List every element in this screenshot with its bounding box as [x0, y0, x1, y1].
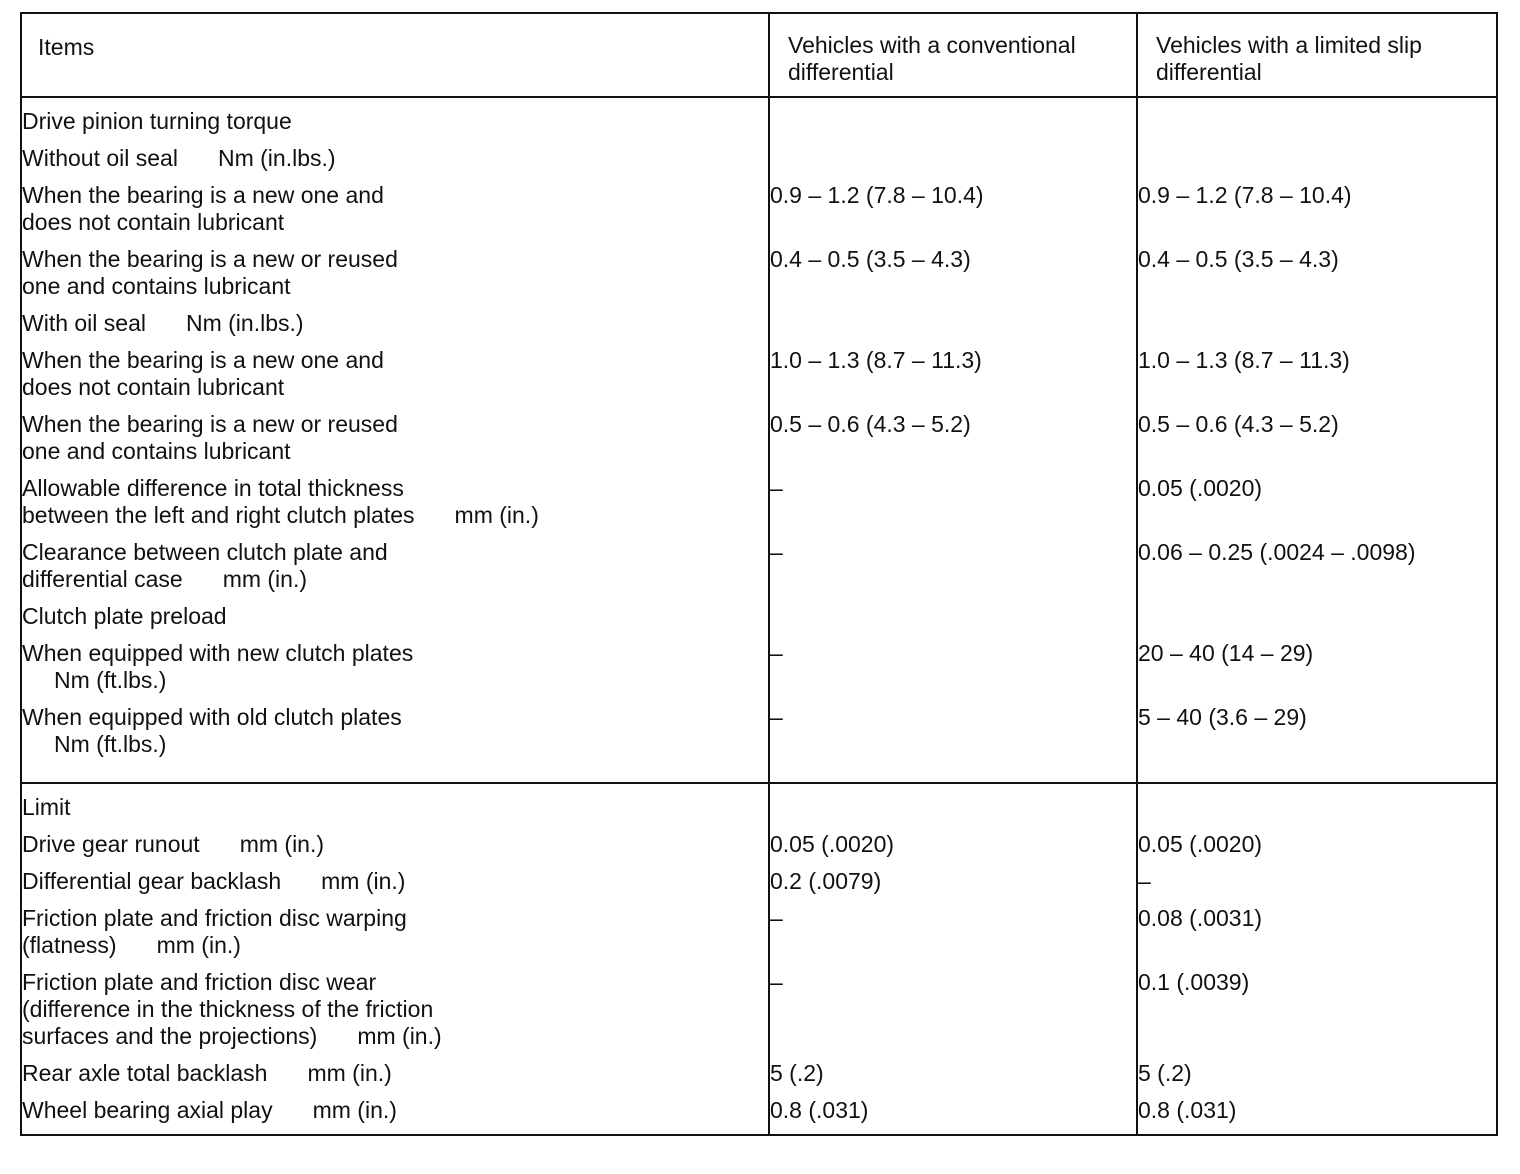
wear-line3 — [22, 1023, 768, 1050]
preload-old-line1: When equipped with old clutch plates — [22, 704, 402, 730]
runout-unit: mm (in.) — [239, 831, 325, 857]
table-row — [21, 868, 1497, 895]
axle-backlash-text: Rear axle total backlash — [22, 1060, 268, 1086]
table-row — [21, 794, 1497, 821]
header-items: Items — [21, 13, 769, 97]
warping-conv-value: – — [769, 905, 1137, 959]
clearance-unit: mm (in.) — [222, 566, 308, 592]
s-reused-bearing-line2: one and contains lubricant — [22, 438, 291, 464]
table-row — [21, 1060, 1497, 1087]
preload-label: Clutch plate preload — [22, 603, 227, 629]
preload-old-conv-value: – — [769, 704, 1137, 758]
with-seal-unit: Nm (in.lbs.) — [185, 310, 304, 336]
table-row — [21, 310, 1497, 337]
axle-backlash-conv-value: 5 (.2) — [769, 1060, 1137, 1087]
preload-old-lsd-value: 5 – 40 (3.6 – 29) — [1137, 704, 1497, 758]
ws-reused-bearing-line1: When the bearing is a new or reused — [22, 246, 398, 272]
table-row — [21, 704, 1497, 758]
table-row — [21, 640, 1497, 694]
allowable-diff-text: between the left and right clutch plates — [22, 502, 415, 528]
warping-line1: Friction plate and friction disc warping — [22, 905, 407, 931]
axle-backlash-unit: mm (in.) — [307, 1060, 392, 1086]
wear-label — [21, 969, 769, 1050]
table-row — [21, 905, 1497, 959]
ws-new-bearing-line1: When the bearing is a new one and — [22, 182, 384, 208]
clearance-text: differential case — [22, 566, 183, 592]
s-new-bearing-line1: When the bearing is a new one and — [22, 347, 384, 373]
axle-backlash-label — [21, 1060, 769, 1087]
clearance-line1: Clearance between clutch plate and — [22, 539, 388, 565]
allowable-diff-lsd-value: 0.05 (.0020) — [1137, 475, 1497, 529]
warping-unit: mm (in.) — [156, 932, 241, 958]
preload-new-unit: Nm (ft.lbs.) — [54, 667, 167, 693]
preload-old-label — [21, 704, 769, 758]
ws-reused-bearing-line2: one and contains lubricant — [22, 273, 291, 299]
preload-new-conv-value: – — [769, 640, 1137, 694]
backlash-text: Differential gear backlash — [22, 868, 282, 894]
warping-line2 — [22, 932, 768, 959]
table-row — [21, 475, 1497, 529]
header-row — [21, 13, 1497, 97]
limit-section — [21, 783, 1497, 1135]
runout-lsd-value: 0.05 (.0020) — [1137, 831, 1497, 858]
wear-unit: mm (in.) — [357, 1023, 442, 1049]
wear-text: surfaces and the projections) — [22, 1023, 318, 1049]
with-seal-text: With oil seal — [22, 310, 146, 336]
runout-text: Drive gear runout — [22, 831, 200, 857]
s-reused-bearing-line1: When the bearing is a new or reused — [22, 411, 398, 437]
s-new-lsd-value: 1.0 – 1.3 (8.7 – 11.3) — [1137, 347, 1497, 401]
runout-label — [21, 831, 769, 858]
preload-new-label — [21, 640, 769, 694]
backlash-unit: mm (in.) — [321, 868, 406, 894]
without-seal-text: Without oil seal — [22, 145, 178, 171]
with-seal-label — [21, 310, 769, 337]
without-seal-unit: Nm (in.lbs.) — [217, 145, 336, 171]
backlash-label — [21, 868, 769, 895]
limit-title: Limit — [22, 794, 71, 820]
spec-table — [20, 12, 1498, 1136]
warping-lsd-value: 0.08 (.0031) — [1137, 905, 1497, 959]
table-row — [21, 145, 1497, 172]
ws-new-bearing-label — [21, 182, 769, 236]
table-row — [21, 182, 1497, 236]
spec-section — [21, 97, 1497, 783]
s-new-bearing-line2: does not contain lubricant — [22, 374, 285, 400]
drive-pinion-label: Drive pinion turning torque — [22, 108, 292, 134]
runout-conv-value: 0.05 (.0020) — [769, 831, 1137, 858]
ws-reused-lsd-value: 0.4 – 0.5 (3.5 – 4.3) — [1137, 246, 1497, 300]
backlash-conv-value: 0.2 (.0079) — [769, 868, 1137, 895]
table-row — [21, 108, 1497, 135]
ws-new-conv-value: 0.9 – 1.2 (7.8 – 10.4) — [769, 182, 1137, 236]
backlash-lsd-value: – — [1137, 868, 1497, 895]
ws-new-bearing-line2: does not contain lubricant — [22, 209, 285, 235]
wear-conv-value: – — [769, 969, 1137, 1050]
s-reused-conv-value: 0.5 – 0.6 (4.3 – 5.2) — [769, 411, 1137, 465]
preload-new-lsd-value: 20 – 40 (14 – 29) — [1137, 640, 1497, 694]
s-reused-bearing-label — [21, 411, 769, 465]
s-new-bearing-label — [21, 347, 769, 401]
without-seal-label — [21, 145, 769, 172]
clearance-label — [21, 539, 769, 593]
preload-new-line1: When equipped with new clutch plates — [22, 640, 414, 666]
wear-lsd-value: 0.1 (.0039) — [1137, 969, 1497, 1050]
ws-new-lsd-value: 0.9 – 1.2 (7.8 – 10.4) — [1137, 182, 1497, 236]
table-row — [21, 969, 1497, 1050]
allowable-diff-unit: mm (in.) — [454, 502, 539, 528]
clearance-lsd-value: 0.06 – 0.25 (.0024 – .0098) — [1137, 539, 1497, 593]
axial-play-label — [21, 1097, 769, 1124]
allowable-diff-label — [21, 475, 769, 529]
wear-line2: (difference in the thickness of the friction — [22, 996, 434, 1022]
warping-text: (flatness) — [22, 932, 117, 958]
table-row — [21, 347, 1497, 401]
table-header — [21, 13, 1497, 97]
allowable-diff-line1: Allowable difference in total thickness — [22, 475, 404, 501]
preload-old-unit: Nm (ft.lbs.) — [54, 731, 167, 757]
allowable-diff-line2 — [22, 502, 768, 529]
table-row — [21, 603, 1497, 630]
table-row — [21, 831, 1497, 858]
axial-play-unit: mm (in.) — [312, 1097, 397, 1123]
table-row — [21, 1097, 1497, 1124]
clearance-conv-value: – — [769, 539, 1137, 593]
allowable-diff-conv-value: – — [769, 475, 1137, 529]
header-limited-slip: Vehicles with a limited slip differential — [1137, 13, 1497, 97]
axle-backlash-lsd-value: 5 (.2) — [1137, 1060, 1497, 1087]
s-reused-lsd-value: 0.5 – 0.6 (4.3 – 5.2) — [1137, 411, 1497, 465]
ws-reused-conv-value: 0.4 – 0.5 (3.5 – 4.3) — [769, 246, 1137, 300]
axial-play-text: Wheel bearing axial play — [22, 1097, 273, 1123]
table-row — [21, 246, 1497, 300]
wear-line1: Friction plate and friction disc wear — [22, 969, 377, 995]
ws-reused-bearing-label — [21, 246, 769, 300]
header-conventional: Vehicles with a conventional differential — [769, 13, 1137, 97]
s-new-conv-value: 1.0 – 1.3 (8.7 – 11.3) — [769, 347, 1137, 401]
table-row — [21, 539, 1497, 593]
warping-label — [21, 905, 769, 959]
axial-play-conv-value: 0.8 (.031) — [769, 1097, 1137, 1124]
table-row — [21, 411, 1497, 465]
clearance-line2 — [22, 566, 768, 593]
axial-play-lsd-value: 0.8 (.031) — [1137, 1097, 1497, 1124]
